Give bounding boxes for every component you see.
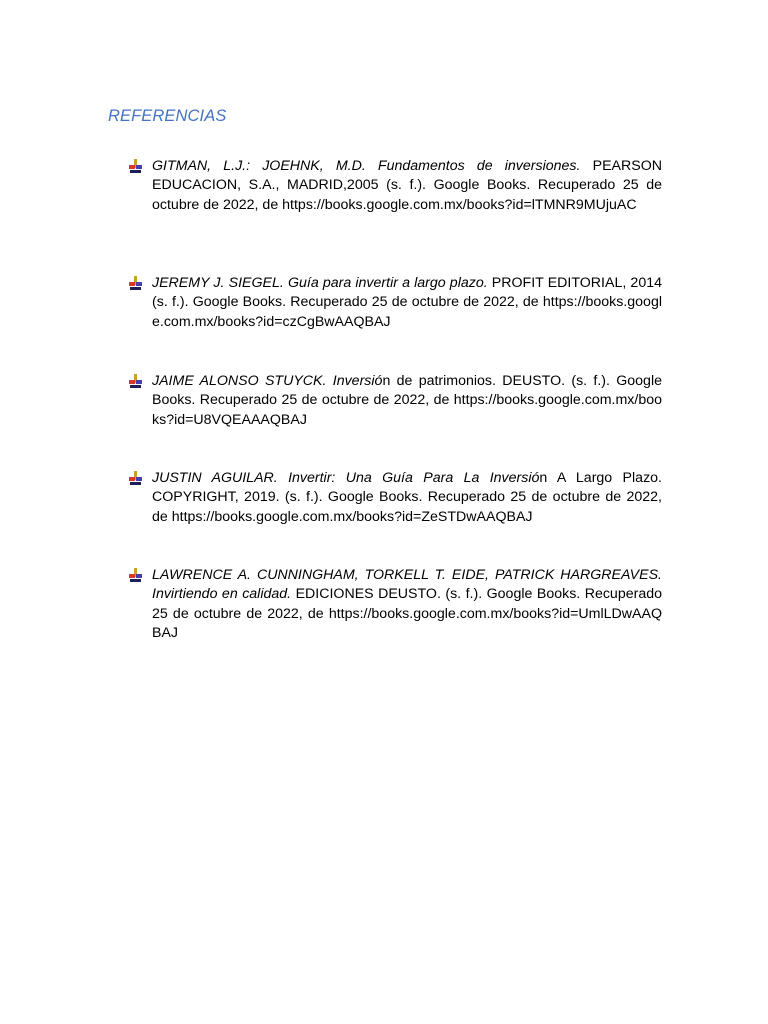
reference-url: https://books.google.com.mx/books?id=ZeSTDwAAQBAJ [171, 508, 533, 525]
reference-text [152, 274, 662, 332]
reference-publication: n de patrimonios. DEUSTO. (s. f.). Google Books. Recuperado 25 de octubre de 2022, de [152, 373, 662, 409]
reference-author-title: GITMAN, L.J.: JOEHNK, M.D. Fundamentos de inversiones. [152, 158, 581, 174]
reference-author-title: JAIME ALONSO STUYCK. Inversió [152, 373, 383, 389]
reference-item [128, 157, 662, 215]
reference-text [152, 469, 662, 527]
reference-url: https://books.google.com.mx/books?id=UmlLDwAAQBAJ [152, 605, 662, 641]
reference-url: https://books.google.com.mx/books?id=czCgBwAAQBAJ [152, 294, 662, 330]
references-heading: REFERENCIAS [108, 107, 227, 125]
reference-text [152, 157, 662, 215]
reference-item [128, 566, 662, 643]
reference-text [152, 566, 662, 643]
bullet-icon [128, 159, 143, 174]
reference-author-title: LAWRENCE A. CUNNINGHAM, TORKELL T. EIDE, PATRICK HARGREAVES. Invirtiendo en calidad. [152, 567, 662, 603]
bullet-icon [128, 374, 143, 389]
reference-publication: n A Largo Plazo. COPYRIGHT, 2019. (s. f.). Google Books. Recuperado 25 de octubre de 2022, de [152, 470, 662, 525]
bullet-icon [128, 276, 143, 291]
reference-url: https://books.google.com.mx/books?id=lTMNR9MUjuAC [282, 196, 637, 213]
reference-item [128, 372, 662, 430]
reference-author-title: JEREMY J. SIEGEL. Guía para invertir a largo plazo. [152, 275, 488, 291]
reference-item [128, 469, 662, 527]
reference-publication: EDICIONES DEUSTO. (s. f.). Google Books. Recuperado 25 de octubre de 2022, de [152, 586, 662, 622]
reference-author-title: JUSTIN AGUILAR. Invertir: Una Guía Para La Inversió [152, 470, 540, 486]
reference-url: https://books.google.com.mx/books?id=U8VQEAAAQBAJ [152, 392, 662, 428]
reference-publication: PROFIT EDITORIAL, 2014 (s. f.). Google Books. Recuperado 25 de octubre de 2022, de [152, 275, 662, 311]
reference-text [152, 372, 662, 430]
reference-item [128, 274, 662, 332]
bullet-icon [128, 471, 143, 486]
bullet-icon [128, 568, 143, 583]
reference-publication: PEARSON EDUCACION, S.A., MADRID,2005 (s. f.). Google Books. Recuperado 25 de octubre de 2022, de [152, 158, 662, 213]
